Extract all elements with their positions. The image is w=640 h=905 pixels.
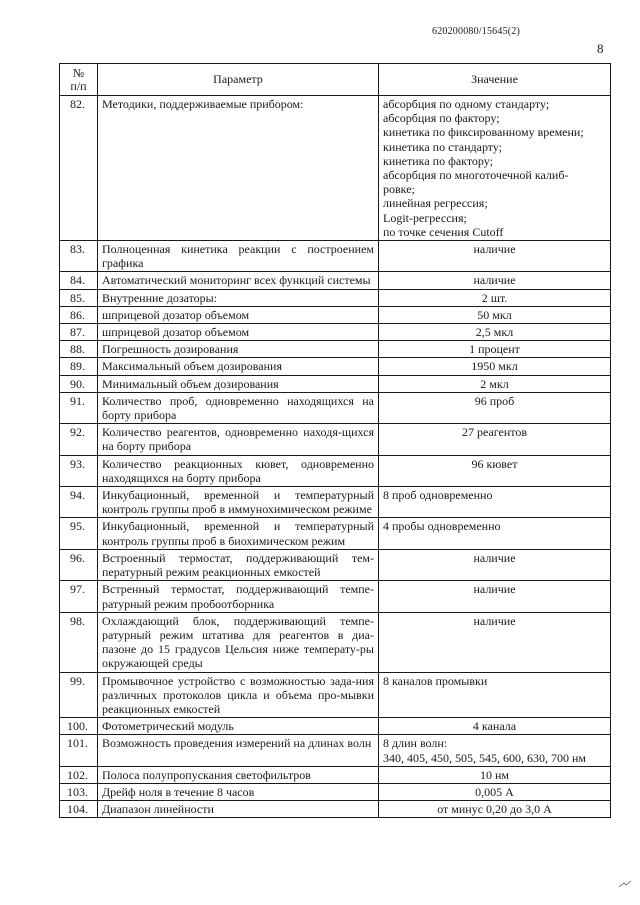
row-value: 8 длин волн: 340, 405, 450, 505, 545, 600, 630, 700 нм — [379, 735, 611, 766]
table-row — [60, 612, 611, 672]
row-number: 83. — [60, 241, 98, 272]
row-parameter: Минимальный объем дозирования — [98, 375, 379, 392]
row-parameter: Инкубационный, временной и температурный контроль группы проб в иммунохимическом режиме — [98, 487, 379, 518]
row-number: 93. — [60, 455, 98, 486]
table-row — [60, 718, 611, 735]
table-row — [60, 783, 611, 800]
row-value: наличие — [379, 549, 611, 580]
row-parameter: Максимальный объем дозирования — [98, 358, 379, 375]
page-number: 8 — [597, 41, 604, 56]
row-value: 96 проб — [379, 392, 611, 423]
column-header-number: № п/п — [60, 64, 98, 96]
document-id: 620200080/15645(2) — [432, 26, 521, 37]
row-number: 85. — [60, 289, 98, 306]
table-row — [60, 341, 611, 358]
row-parameter: шприцевой дозатор объемом — [98, 324, 379, 341]
table-header-row — [60, 64, 611, 96]
row-parameter: шприцевой дозатор объемом — [98, 306, 379, 323]
row-number: 99. — [60, 672, 98, 718]
row-parameter: Количество проб, одновременно находящихся на борту прибора — [98, 392, 379, 423]
row-value: 8 каналов промывки — [379, 672, 611, 718]
row-value: абсорбция по одному стандарту; абсорбция по фактору; кинетика по фиксированному времени; кинетика по стандарту; кинетика по фактору; абсорбция по многоточечной калиб- ровке; линейная регрессия; Logit-регрессия; по точке сечения Cutoff — [379, 96, 611, 241]
row-value: от минус 0,20 до 3,0 А — [379, 801, 611, 818]
row-value: 0,005 А — [379, 783, 611, 800]
table-row — [60, 766, 611, 783]
row-value: 27 реагентов — [379, 424, 611, 455]
table-row — [60, 375, 611, 392]
row-parameter: Встренный термостат, поддерживающий темпе-ратурный режим пробоотборника — [98, 581, 379, 612]
table-row — [60, 241, 611, 272]
row-parameter: Количество реагентов, одновременно находя-щихся на борту прибора — [98, 424, 379, 455]
row-parameter: Инкубационный, временной и температурный контроль группы проб в биохимическом режим — [98, 518, 379, 549]
table-row — [60, 272, 611, 289]
column-header-parameter: Параметр — [98, 64, 379, 96]
row-parameter: Охлаждающий блок, поддерживающий темпе-ратурный режим штатива для реагентов в диа-пазоне до 15 градусов Цельсия ниже температу-ры окружающей среды — [98, 612, 379, 672]
row-number: 97. — [60, 581, 98, 612]
column-header-value: Значение — [379, 64, 611, 96]
row-value: 4 пробы одновременно — [379, 518, 611, 549]
table-row — [60, 581, 611, 612]
table-row — [60, 518, 611, 549]
row-number: 92. — [60, 424, 98, 455]
row-value: 2 шт. — [379, 289, 611, 306]
row-parameter: Полоса полупропускания светофильтров — [98, 766, 379, 783]
row-number: 84. — [60, 272, 98, 289]
row-parameter: Методики, поддерживаемые прибором: — [98, 96, 379, 241]
row-number: 89. — [60, 358, 98, 375]
table-row — [60, 306, 611, 323]
row-parameter: Количество реакционных кювет, одновременно находящихся на борту прибора — [98, 455, 379, 486]
row-parameter: Полноценная кинетика реакции с построением графика — [98, 241, 379, 272]
row-number: 90. — [60, 375, 98, 392]
row-value: 10 нм — [379, 766, 611, 783]
row-value: 4 канала — [379, 718, 611, 735]
row-number: 96. — [60, 549, 98, 580]
row-value: наличие — [379, 241, 611, 272]
row-parameter: Промывочное устройство с возможностью зада-ния различных протоколов цикла и объема про-мывки реакционных емкостей — [98, 672, 379, 718]
table-row — [60, 455, 611, 486]
table-row — [60, 358, 611, 375]
row-value: 1950 мкл — [379, 358, 611, 375]
row-number: 100. — [60, 718, 98, 735]
row-parameter: Встроенный термостат, поддерживающий тем-пературный режим реакционных емкостей — [98, 549, 379, 580]
margin-mark-icon — [618, 880, 632, 888]
row-value: 96 кювет — [379, 455, 611, 486]
spec-table — [59, 63, 611, 818]
table-row — [60, 549, 611, 580]
table-body — [60, 96, 611, 818]
row-value: 1 процент — [379, 341, 611, 358]
row-number: 101. — [60, 735, 98, 766]
row-parameter: Диапазон линейности — [98, 801, 379, 818]
table-row — [60, 392, 611, 423]
table-row — [60, 424, 611, 455]
row-parameter: Погрешность дозирования — [98, 341, 379, 358]
row-number: 94. — [60, 487, 98, 518]
table-row — [60, 324, 611, 341]
row-value: 2 мкл — [379, 375, 611, 392]
row-number: 82. — [60, 96, 98, 241]
row-parameter: Автоматический мониторинг всех функций системы — [98, 272, 379, 289]
table-row — [60, 735, 611, 766]
row-value: 8 проб одновременно — [379, 487, 611, 518]
row-value: 2,5 мкл — [379, 324, 611, 341]
row-number: 88. — [60, 341, 98, 358]
row-value: наличие — [379, 581, 611, 612]
row-value: наличие — [379, 272, 611, 289]
row-number: 104. — [60, 801, 98, 818]
table-row — [60, 801, 611, 818]
row-value: наличие — [379, 612, 611, 672]
row-parameter: Внутренние дозаторы: — [98, 289, 379, 306]
table-row — [60, 289, 611, 306]
row-number: 95. — [60, 518, 98, 549]
row-value: 50 мкл — [379, 306, 611, 323]
table-row — [60, 487, 611, 518]
table-row — [60, 672, 611, 718]
row-parameter: Дрейф ноля в течение 8 часов — [98, 783, 379, 800]
row-number: 91. — [60, 392, 98, 423]
row-number: 103. — [60, 783, 98, 800]
row-number: 86. — [60, 306, 98, 323]
row-parameter: Фотометрический модуль — [98, 718, 379, 735]
table-row — [60, 96, 611, 241]
row-number: 102. — [60, 766, 98, 783]
row-number: 98. — [60, 612, 98, 672]
row-number: 87. — [60, 324, 98, 341]
row-parameter: Возможность проведения измерений на длинах волн — [98, 735, 379, 766]
